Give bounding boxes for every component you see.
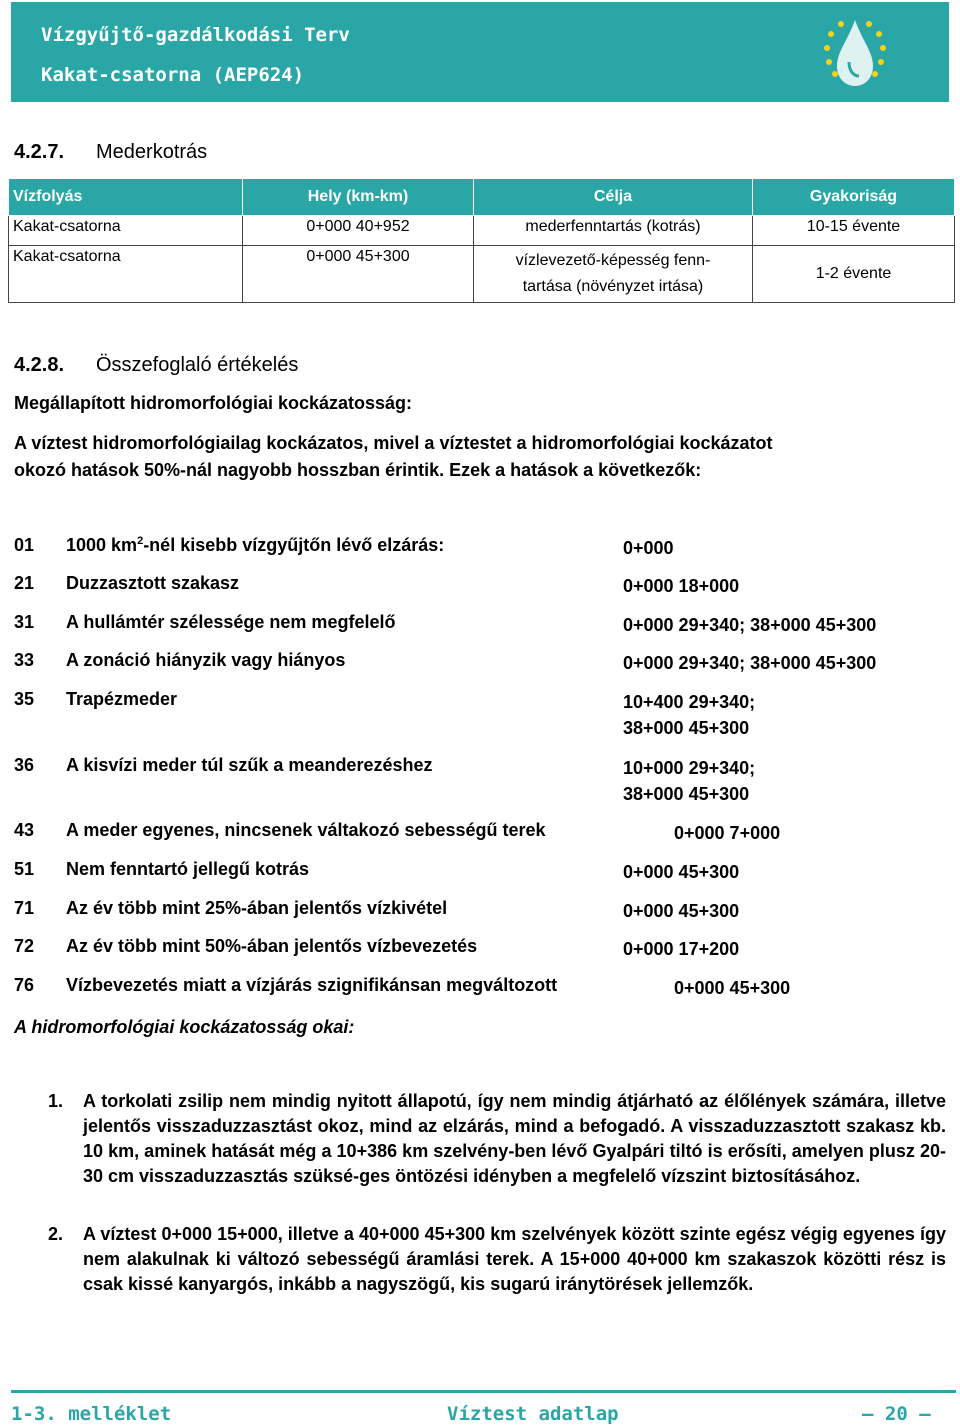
impact-location: 0+000 bbox=[623, 538, 674, 558]
impact-code: 01 bbox=[14, 535, 35, 555]
assessment-line: okozó hatások 50%-nál nagyobb hosszban érintik. Ezek a hatások a következők: bbox=[14, 460, 702, 480]
impact-location: 0+000 17+200 bbox=[623, 939, 740, 959]
impact-code: 21 bbox=[14, 573, 35, 593]
list-text: A torkolati zsilip nem mindig nyitott állapotú, így nem mindig átjárható az élőlények számára, illetve jelentős visszaduzzasztást okoz, mind az elzárás, mind a befogadó. A visszaduzzasztott szakasz kb. 10 km, aminek hatását még a 10+386 km szelvény-ben lévő Gyalpári tiltó is erősíti, amelyen plusz 20-30 cm visszaduzzasztás szüksé-ges öntözési idényben a megfelelő vízszint biztosításához. bbox=[83, 1091, 946, 1186]
impact-code: 51 bbox=[14, 859, 35, 879]
footer-title: Víztest adatlap bbox=[447, 1403, 619, 1425]
impact-desc: A kisvízi meder túl szűk a meanderezéshez bbox=[66, 755, 433, 775]
table-cell: 10-15 évente bbox=[753, 216, 955, 246]
impact-desc: Az év több mint 50%-ában jelentős vízbevezetés bbox=[66, 936, 478, 956]
impact-code: 71 bbox=[14, 898, 35, 918]
page-header bbox=[11, 2, 949, 102]
impact-desc: A meder egyenes, nincsenek váltakozó sebességű terek bbox=[66, 820, 546, 840]
impact-code: 72 bbox=[14, 936, 35, 956]
list-item bbox=[48, 1089, 946, 1219]
footer-page-number: — 20 — bbox=[862, 1403, 931, 1425]
column-header: Hely (km-km) bbox=[243, 179, 474, 216]
impact-code: 36 bbox=[14, 755, 35, 775]
impact-row bbox=[14, 573, 944, 599]
impact-location: 0+000 45+300 bbox=[623, 901, 740, 921]
impact-code: 33 bbox=[14, 650, 35, 670]
impact-row bbox=[14, 650, 944, 676]
assessment-line: A víztest hidromorfológiailag kockázatos, mivel a víztestet a hidromorfológiai kockázatot bbox=[14, 433, 773, 453]
section-heading-mederkotras bbox=[14, 141, 207, 164]
table-row bbox=[9, 246, 955, 303]
impact-location: 0+000 18+000 bbox=[623, 576, 740, 596]
impact-code: 43 bbox=[14, 820, 35, 840]
impact-row bbox=[14, 755, 944, 807]
section-heading-osszefoglalo bbox=[14, 354, 298, 377]
impact-desc: Az év több mint 25%-ában jelentős vízkivétel bbox=[66, 898, 448, 918]
table-row bbox=[9, 216, 955, 246]
impact-row bbox=[14, 820, 944, 846]
impact-desc: A zonáció hiányzik vagy hiányos bbox=[66, 650, 346, 670]
impact-row bbox=[14, 898, 944, 924]
impact-row bbox=[14, 936, 944, 962]
header-subtitle: Kakat-csatorna (AEP624) bbox=[41, 64, 305, 86]
impact-row bbox=[14, 975, 944, 1001]
section-title: Mederkotrás bbox=[96, 141, 208, 163]
list-text: A víztest 0+000 15+000, illetve a 40+000 45+300 km szelvények között szinte egész végig egyenes így nem alakulnak ki változó sebességű áramlási terek. A 15+000 40+000 km szakaszok közötti rész is csak kissé kanyargós, inkább a nagyszögű, kis sugarú iránytörések jellemzők. bbox=[83, 1224, 946, 1294]
impact-desc: Duzzasztott szakasz bbox=[66, 573, 240, 593]
assessment-heading: Megállapított hidromorfológiai kockázatosság: bbox=[14, 393, 413, 413]
impact-location: 10+400 29+340; 38+000 45+300 bbox=[623, 692, 756, 738]
purpose-line: tartása (növényzet irtása) bbox=[522, 278, 704, 295]
table-cell: Kakat-csatorna bbox=[9, 246, 243, 303]
impact-desc: Trapézmeder bbox=[66, 689, 178, 709]
impact-desc: A hullámtér szélessége nem megfelelő bbox=[66, 612, 396, 632]
impact-desc: 1000 $km^2$-nél kisebb vízgyűjtőn lévő elzárás: bbox=[66, 535, 445, 555]
column-header: Vízfolyás bbox=[9, 179, 243, 216]
table-cell: 1-2 évente bbox=[753, 246, 955, 303]
column-header: Célja bbox=[474, 179, 753, 216]
section-number: 4.2.7. bbox=[14, 141, 65, 163]
table-cell: mederfenntartás (kotrás) bbox=[474, 216, 753, 246]
table-header-row bbox=[9, 179, 955, 216]
impact-location: 10+000 29+340; 38+000 45+300 bbox=[623, 758, 756, 804]
impact-code: 35 bbox=[14, 689, 35, 709]
impact-row bbox=[14, 689, 944, 741]
list-item bbox=[48, 1222, 946, 1327]
impact-location: 0+000 7+000 bbox=[674, 823, 781, 843]
list-number: 1. bbox=[48, 1091, 64, 1111]
dredging-table bbox=[8, 178, 955, 303]
table-cell: 0+000 45+300 bbox=[243, 246, 474, 303]
purpose-line: vízlevezető-képesség fenn- bbox=[515, 252, 711, 269]
column-header: Gyakoriság bbox=[753, 179, 955, 216]
impact-location: 0+000 29+340; 38+000 45+300 bbox=[623, 653, 877, 673]
footer-annex: 1-3. melléklet bbox=[11, 1403, 172, 1425]
table-cell bbox=[474, 246, 753, 303]
header-title: Vízgyűjtő-gazdálkodási Terv bbox=[41, 24, 350, 46]
impact-code: 31 bbox=[14, 612, 35, 632]
impact-location: 0+000 29+340; 38+000 45+300 bbox=[623, 615, 877, 635]
impact-desc: Vízbevezetés miatt a vízjárás szignifikánsan megváltozott bbox=[66, 975, 558, 995]
water-drop-eu-logo-icon bbox=[819, 12, 891, 92]
impact-location: 0+000 45+300 bbox=[623, 862, 740, 882]
section-title: Összefoglaló értékelés bbox=[96, 354, 299, 376]
impact-code: 76 bbox=[14, 975, 35, 995]
table-cell: Kakat-csatorna bbox=[9, 216, 243, 246]
impact-desc: Nem fenntartó jellegű kotrás bbox=[66, 859, 310, 879]
section-number: 4.2.8. bbox=[14, 354, 65, 376]
table-cell: 0+000 40+952 bbox=[243, 216, 474, 246]
list-number: 2. bbox=[48, 1224, 64, 1244]
reasons-heading: A hidromorfológiai kockázatosság okai: bbox=[14, 1017, 355, 1037]
footer-divider bbox=[11, 1390, 956, 1393]
impact-row bbox=[14, 535, 944, 561]
impact-row bbox=[14, 859, 944, 885]
impact-location: 0+000 45+300 bbox=[674, 978, 791, 998]
impact-row bbox=[14, 612, 944, 638]
